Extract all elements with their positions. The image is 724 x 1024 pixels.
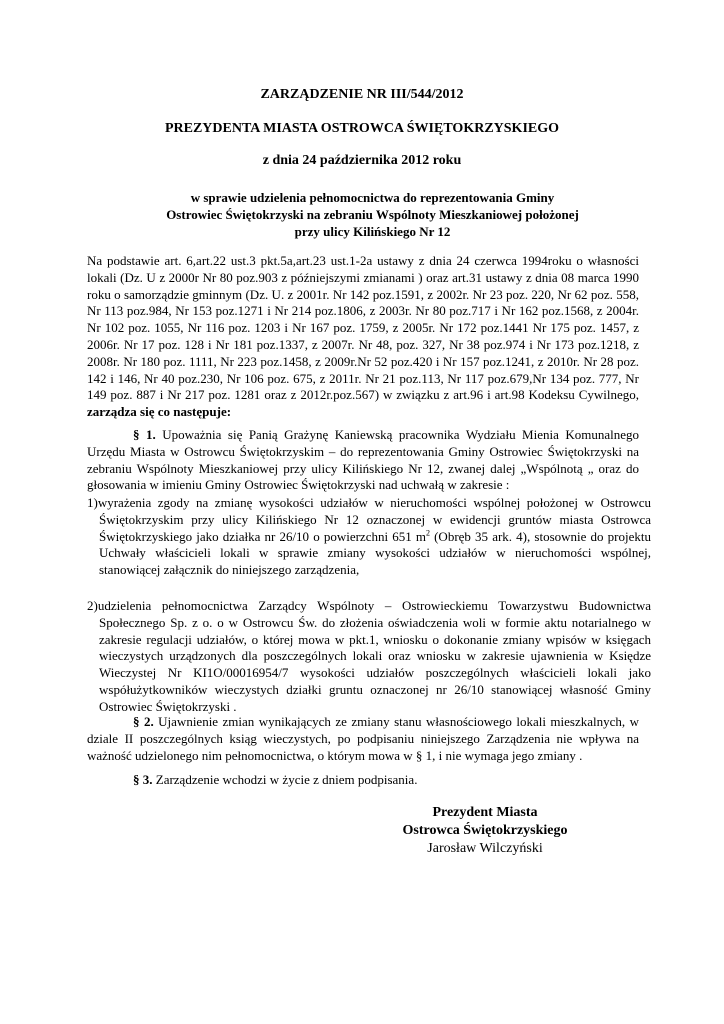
subject-line-1: w sprawie udzielenia pełnomocnictwa do reprezentowania Gminy: [190, 190, 555, 205]
signature-role: Prezydent Miasta: [432, 805, 538, 820]
list-item-2: [87, 598, 651, 716]
section-3-mark: § 3.: [133, 772, 153, 787]
document-title: ZARZĄDZENIE NR III/544/2012: [260, 87, 464, 102]
superscript-2: 2: [425, 528, 430, 538]
signature-city: Ostrowca Świętokrzyskiego: [402, 823, 568, 838]
section-2-mark: § 2.: [133, 714, 154, 729]
signature-name: Jarosław Wilczyński: [427, 841, 543, 856]
list-item-1-text-b: (Obręb 35 ark. 4), stosownie do projektu Uchwały właścicieli lokali w sprawie zmiany wysokości udziałów w nieruchomości wspólnej, stanowiącej załącznik do niniejszego zarządzenia,: [99, 528, 651, 578]
section-2-text: Ujawnienie zmian wynikających ze zmiany stanu własnościowego lokali mieszkalnych, w dziale II poszczególnych ksiąg wieczystych, po podpisaniu niniejszego Zarządzenia nie wpływa na ważność udzielonego nim pełnomocnictwa, o którym mowa w § 1, i nie wymaga jego zmiany .: [87, 714, 639, 763]
subject-line-3: przy ulicy Kilińskiego Nr 12: [294, 224, 451, 239]
legal-basis-text: Na podstawie art. 6,art.22 ust.3 pkt.5a,art.23 ust.1-2a ustawy z dnia 24 czerwca 1994roku o własności lokali (Dz. U z 2000r Nr 80 poz.903 z późniejszymi zmianami ) oraz art.31 ustawy z dnia 08 marca 1990 roku o samorządzie gminnym (Dz. U. z 2001r. Nr 142 poz.1591, z 2002r. Nr 23 poz. 220, Nr 62 poz. 558, Nr 113 poz.984, Nr 153 poz.1271 i Nr 214 poz.1806, z 2003r. Nr 80 poz.717 i Nr 162 poz.1568, z 2004r. Nr 102 poz. 1055, Nr 116 poz. 1203 i Nr 167 poz. 1759, z 2005r. Nr 172 poz.1441 Nr 175 poz. 1457, z 2006r. Nr 17 poz. 128 i Nr 181 poz.1337, z 2007r. Nr 48, poz. 327, Nr 38 poz.974 i Nr 173 poz.1218, z 2008r. Nr 180 poz. 1111, Nr 223 poz.1458, z 2009r.Nr 52 poz.420 i Nr 157 poz.1241, z 2010r. Nr 28 poz. 142 i 146, Nr 40 poz.230, Nr 106 poz. 675, z 2011r. Nr 21 poz.113, Nr 117 poz.679,Nr 134 poz. 777, Nr 149 poz. 887 i Nr 217 poz. 1281 oraz z 2012r.poz.567) w związku z art.96 i art.98 Kodeksu Cywilnego,: [87, 253, 639, 403]
section-1-mark: § 1.: [133, 427, 156, 442]
section-2: [87, 714, 639, 764]
subject-line-2: Ostrowiec Świętokrzyski na zebraniu Wspólnoty Mieszkaniowej położonej: [166, 207, 579, 222]
decision-phrase: zarządza się co następuje:: [87, 404, 232, 420]
document-issuer: PREZYDENTA MIASTA OSTROWCA ŚWIĘTOKRZYSKIEGO: [164, 121, 560, 136]
legal-basis-paragraph: [87, 253, 639, 421]
section-3: [87, 772, 639, 789]
list-item-1: [87, 495, 651, 579]
list-item-1-text-a: 1)wyrażenia zgody na zmianę wysokości udziałów w nieruchomości wspólnej położonej w Ostrowcu Świętokrzyskim przy ulicy Kilińskiego Nr 12 oznaczonej w ewidencji gruntów miasta Ostrowca Świętokrzyskiego jako działka nr 26/10 o powierzchni 651 m: [87, 495, 651, 544]
section-1: [87, 427, 639, 494]
document-date: z dnia 24 października 2012 roku: [262, 153, 462, 168]
section-1-text: Upoważnia się Panią Grażynę Kaniewską pracownika Wydziału Mienia Komunalnego Urzędu Miasta w Ostrowcu Świętokrzyskim – do reprezentowania Gminy Ostrowiec Świętokrzyski na zebraniu Wspólnoty Mieszkaniowej przy ulicy Kilińskiego Nr 12, zwanej dalej „Wspólnotą „ oraz do głosowania w imieniu Gminy Ostrowiec Świętokrzyski nad uchwałą w zakresie :: [87, 427, 640, 493]
list-item-2-text: 2)udzielenia pełnomocnictwa Zarządcy Wspólnoty – Ostrowieckiemu Towarzystwu Budownictwa Społecznego Sp. z o. o w Ostrowcu Św. do złożenia oświadczenia woli w formie aktu notarialnego w zakresie regulacji udziałów, o której mowa w pkt.1, wniosku o dokonanie zmiany wpisów w księgach wieczystych urządzonych dla poszczególnych lokali oraz wniosku w zakresie ujawnienia w Księdze Wieczystej Nr KI1O/00016954/7 wysokości udziałów poszczególnych właścicieli lokali jako współużytkowników wieczystych działki gruntu oznaczonej nr 26/10 stanowiącej własność Gminy Ostrowiec Świętokrzyski .: [87, 598, 651, 714]
section-3-text: Zarządzenie wchodzi w życie z dniem podpisania.: [155, 772, 418, 787]
